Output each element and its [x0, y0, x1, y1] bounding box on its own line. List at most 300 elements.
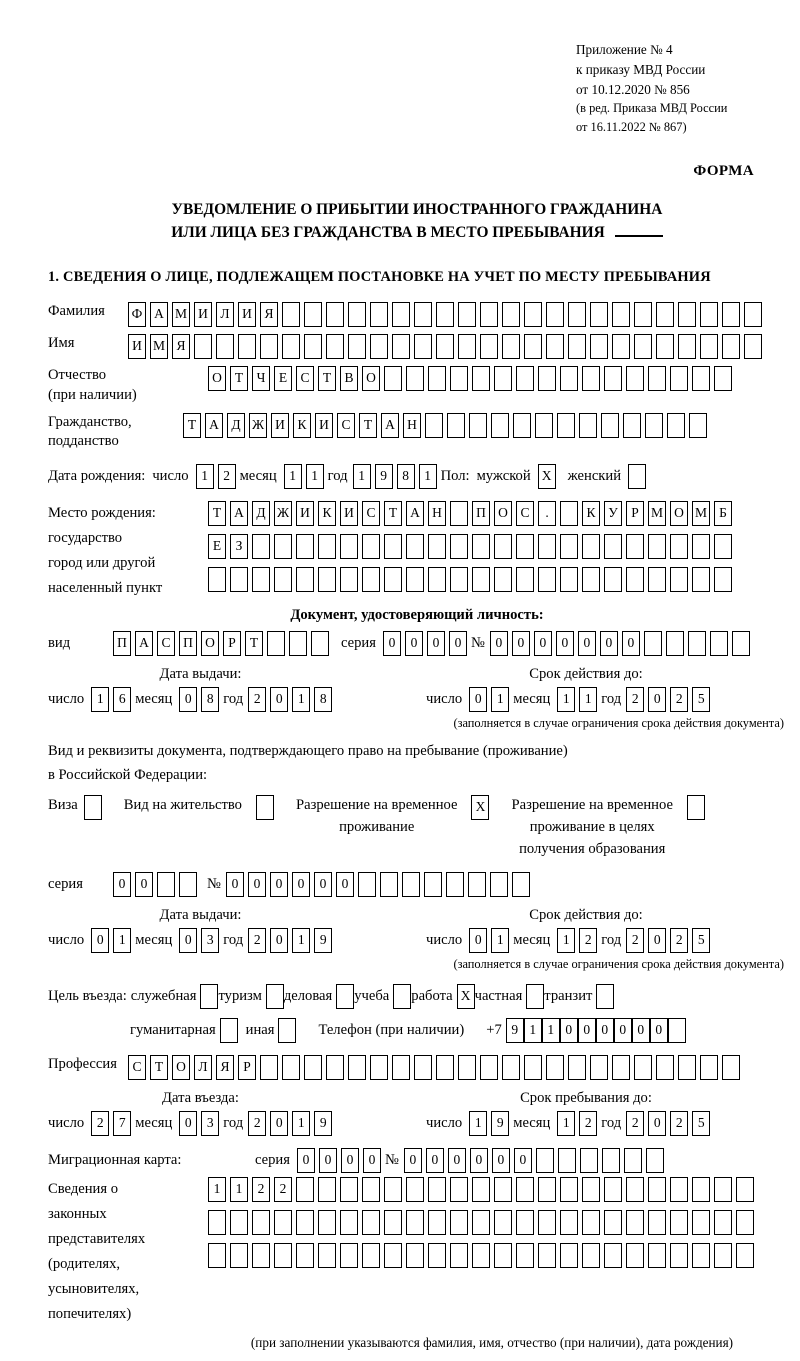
- checkbox-purpose-other[interactable]: [278, 1018, 296, 1043]
- char-box[interactable]: [446, 872, 464, 897]
- char-box[interactable]: 1: [113, 928, 131, 953]
- char-box[interactable]: [362, 1177, 380, 1202]
- char-box[interactable]: 5: [692, 928, 710, 953]
- char-box[interactable]: И: [340, 501, 358, 526]
- char-box[interactable]: 2: [670, 687, 688, 712]
- char-box[interactable]: [326, 1055, 344, 1080]
- char-box[interactable]: Т: [359, 413, 377, 438]
- char-box[interactable]: 9: [375, 464, 393, 489]
- char-box[interactable]: [296, 1177, 314, 1202]
- char-box[interactable]: [384, 1243, 402, 1268]
- char-box[interactable]: [700, 334, 718, 359]
- char-box[interactable]: [414, 334, 432, 359]
- char-box[interactable]: 7: [113, 1111, 131, 1136]
- char-box[interactable]: 1: [491, 687, 509, 712]
- char-box[interactable]: [710, 631, 728, 656]
- char-box[interactable]: [736, 1177, 754, 1202]
- char-box[interactable]: [568, 1055, 586, 1080]
- char-box[interactable]: 0: [578, 1018, 596, 1043]
- char-box[interactable]: [384, 534, 402, 559]
- char-box[interactable]: [516, 534, 534, 559]
- char-box[interactable]: 1: [491, 928, 509, 953]
- char-box[interactable]: [260, 334, 278, 359]
- char-box[interactable]: [536, 1148, 554, 1173]
- char-box[interactable]: [380, 872, 398, 897]
- char-box[interactable]: [634, 334, 652, 359]
- char-box[interactable]: [428, 366, 446, 391]
- char-box[interactable]: [326, 334, 344, 359]
- char-box[interactable]: Ф: [128, 302, 146, 327]
- char-box[interactable]: 0: [600, 631, 618, 656]
- char-box[interactable]: 1: [419, 464, 437, 489]
- char-box[interactable]: 2: [670, 1111, 688, 1136]
- char-box[interactable]: [384, 1177, 402, 1202]
- char-box[interactable]: [560, 1210, 578, 1235]
- char-box[interactable]: [458, 1055, 476, 1080]
- char-box[interactable]: И: [315, 413, 333, 438]
- char-box[interactable]: У: [604, 501, 622, 526]
- char-box[interactable]: 8: [201, 687, 219, 712]
- char-box[interactable]: 0: [427, 631, 445, 656]
- char-box[interactable]: [612, 334, 630, 359]
- char-box[interactable]: [216, 334, 234, 359]
- char-box[interactable]: 0: [383, 631, 401, 656]
- char-box[interactable]: О: [362, 366, 380, 391]
- char-box[interactable]: [538, 1210, 556, 1235]
- char-box[interactable]: [580, 1148, 598, 1173]
- char-box[interactable]: 1: [542, 1018, 560, 1043]
- char-box[interactable]: [602, 1148, 620, 1173]
- char-box[interactable]: 0: [578, 631, 596, 656]
- char-box[interactable]: [296, 567, 314, 592]
- char-box[interactable]: 2: [248, 928, 266, 953]
- char-box[interactable]: [524, 302, 542, 327]
- char-box[interactable]: [447, 413, 465, 438]
- char-box[interactable]: С: [157, 631, 175, 656]
- char-box[interactable]: Л: [216, 302, 234, 327]
- char-box[interactable]: [601, 413, 619, 438]
- char-box[interactable]: 0: [336, 872, 354, 897]
- char-box[interactable]: Т: [208, 501, 226, 526]
- char-box[interactable]: А: [150, 302, 168, 327]
- char-box[interactable]: [450, 567, 468, 592]
- char-box[interactable]: [490, 872, 508, 897]
- char-box[interactable]: Б: [714, 501, 732, 526]
- char-box[interactable]: [472, 534, 490, 559]
- char-box[interactable]: [406, 1177, 424, 1202]
- char-box[interactable]: [469, 413, 487, 438]
- char-box[interactable]: [458, 302, 476, 327]
- char-box[interactable]: [656, 1055, 674, 1080]
- char-box[interactable]: [516, 1210, 534, 1235]
- char-box[interactable]: [568, 334, 586, 359]
- char-box[interactable]: [646, 1148, 664, 1173]
- char-box[interactable]: [538, 366, 556, 391]
- char-box[interactable]: [230, 567, 248, 592]
- char-box[interactable]: [274, 567, 292, 592]
- char-box[interactable]: 9: [314, 1111, 332, 1136]
- char-box[interactable]: [472, 567, 490, 592]
- char-box[interactable]: К: [293, 413, 311, 438]
- char-box[interactable]: [406, 1243, 424, 1268]
- char-box[interactable]: [692, 1243, 710, 1268]
- char-box[interactable]: 0: [426, 1148, 444, 1173]
- char-box[interactable]: [252, 1243, 270, 1268]
- char-box[interactable]: [590, 302, 608, 327]
- char-box[interactable]: [513, 413, 531, 438]
- char-box[interactable]: [494, 1210, 512, 1235]
- checkbox-visa[interactable]: [84, 795, 102, 820]
- char-box[interactable]: [648, 567, 666, 592]
- char-box[interactable]: [384, 567, 402, 592]
- char-box[interactable]: 1: [292, 928, 310, 953]
- char-box[interactable]: [668, 1018, 686, 1043]
- char-box[interactable]: [732, 631, 750, 656]
- checkbox-purpose-tourism[interactable]: [266, 984, 284, 1009]
- checkbox-purpose-private[interactable]: [526, 984, 544, 1009]
- char-box[interactable]: И: [238, 302, 256, 327]
- char-box[interactable]: Я: [260, 302, 278, 327]
- char-box[interactable]: [535, 413, 553, 438]
- char-box[interactable]: 0: [270, 1111, 288, 1136]
- char-box[interactable]: О: [208, 366, 226, 391]
- checkbox-purpose-official[interactable]: [200, 984, 218, 1009]
- char-box[interactable]: [428, 1210, 446, 1235]
- char-box[interactable]: [348, 334, 366, 359]
- char-box[interactable]: [512, 872, 530, 897]
- char-box[interactable]: 0: [534, 631, 552, 656]
- char-box[interactable]: М: [150, 334, 168, 359]
- char-box[interactable]: [340, 567, 358, 592]
- char-box[interactable]: 0: [270, 928, 288, 953]
- char-box[interactable]: [340, 1210, 358, 1235]
- char-box[interactable]: 0: [341, 1148, 359, 1173]
- char-box[interactable]: [714, 1243, 732, 1268]
- char-box[interactable]: 0: [596, 1018, 614, 1043]
- char-box[interactable]: [524, 334, 542, 359]
- char-box[interactable]: 1: [353, 464, 371, 489]
- char-box[interactable]: 2: [579, 1111, 597, 1136]
- char-box[interactable]: [450, 1243, 468, 1268]
- char-box[interactable]: Е: [274, 366, 292, 391]
- char-box[interactable]: [688, 631, 706, 656]
- char-box[interactable]: [238, 334, 256, 359]
- char-box[interactable]: [194, 334, 212, 359]
- char-box[interactable]: 1: [557, 928, 575, 953]
- char-box[interactable]: 0: [292, 872, 310, 897]
- char-box[interactable]: 1: [230, 1177, 248, 1202]
- char-box[interactable]: [370, 1055, 388, 1080]
- char-box[interactable]: [560, 567, 578, 592]
- char-box[interactable]: Р: [626, 501, 644, 526]
- checkbox-purpose-study[interactable]: [393, 984, 411, 1009]
- char-box[interactable]: 0: [179, 1111, 197, 1136]
- char-box[interactable]: П: [472, 501, 490, 526]
- char-box[interactable]: [348, 302, 366, 327]
- char-box[interactable]: [612, 1055, 630, 1080]
- char-box[interactable]: 1: [91, 687, 109, 712]
- char-box[interactable]: [318, 1210, 336, 1235]
- char-box[interactable]: [252, 1210, 270, 1235]
- char-box[interactable]: С: [337, 413, 355, 438]
- char-box[interactable]: [179, 872, 197, 897]
- char-box[interactable]: [670, 1243, 688, 1268]
- char-box[interactable]: 2: [626, 928, 644, 953]
- char-box[interactable]: 0: [135, 872, 153, 897]
- char-box[interactable]: [472, 1243, 490, 1268]
- char-box[interactable]: [252, 534, 270, 559]
- char-box[interactable]: [604, 366, 622, 391]
- char-box[interactable]: 3: [201, 928, 219, 953]
- char-box[interactable]: 0: [470, 1148, 488, 1173]
- checkbox-purpose-humanitarian[interactable]: [220, 1018, 238, 1043]
- char-box[interactable]: [282, 334, 300, 359]
- char-box[interactable]: В: [340, 366, 358, 391]
- char-box[interactable]: 0: [469, 687, 487, 712]
- char-box[interactable]: [480, 334, 498, 359]
- char-box[interactable]: [538, 1243, 556, 1268]
- char-box[interactable]: С: [128, 1055, 146, 1080]
- char-box[interactable]: [744, 302, 762, 327]
- char-box[interactable]: [678, 302, 696, 327]
- char-box[interactable]: [670, 1210, 688, 1235]
- char-box[interactable]: 0: [492, 1148, 510, 1173]
- char-box[interactable]: [362, 1210, 380, 1235]
- char-box[interactable]: 2: [626, 1111, 644, 1136]
- char-box[interactable]: 9: [491, 1111, 509, 1136]
- char-box[interactable]: 2: [626, 687, 644, 712]
- char-box[interactable]: [744, 334, 762, 359]
- char-box[interactable]: [670, 567, 688, 592]
- char-box[interactable]: М: [692, 501, 710, 526]
- char-box[interactable]: [557, 413, 575, 438]
- char-box[interactable]: 2: [218, 464, 236, 489]
- checkbox-purpose-work[interactable]: X: [457, 984, 475, 1009]
- char-box[interactable]: [468, 872, 486, 897]
- char-box[interactable]: [274, 1210, 292, 1235]
- char-box[interactable]: А: [406, 501, 424, 526]
- char-box[interactable]: 0: [560, 1018, 578, 1043]
- char-box[interactable]: [558, 1148, 576, 1173]
- char-box[interactable]: [656, 334, 674, 359]
- char-box[interactable]: [626, 366, 644, 391]
- char-box[interactable]: [582, 1210, 600, 1235]
- char-box[interactable]: [274, 534, 292, 559]
- char-box[interactable]: [604, 1177, 622, 1202]
- char-box[interactable]: Р: [238, 1055, 256, 1080]
- char-box[interactable]: [392, 334, 410, 359]
- char-box[interactable]: [722, 334, 740, 359]
- char-box[interactable]: [340, 534, 358, 559]
- char-box[interactable]: Т: [183, 413, 201, 438]
- char-box[interactable]: [424, 872, 442, 897]
- char-box[interactable]: 0: [632, 1018, 650, 1043]
- char-box[interactable]: [516, 1177, 534, 1202]
- char-box[interactable]: [560, 501, 578, 526]
- char-box[interactable]: [648, 534, 666, 559]
- char-box[interactable]: [648, 366, 666, 391]
- char-box[interactable]: 1: [292, 1111, 310, 1136]
- char-box[interactable]: [208, 1243, 226, 1268]
- char-box[interactable]: [436, 1055, 454, 1080]
- char-box[interactable]: [538, 567, 556, 592]
- char-box[interactable]: [458, 334, 476, 359]
- char-box[interactable]: П: [113, 631, 131, 656]
- char-box[interactable]: [326, 302, 344, 327]
- char-box[interactable]: 2: [579, 928, 597, 953]
- char-box[interactable]: [414, 302, 432, 327]
- char-box[interactable]: Р: [223, 631, 241, 656]
- char-box[interactable]: [340, 1177, 358, 1202]
- checkbox-temp-residence[interactable]: X: [471, 795, 489, 820]
- char-box[interactable]: [516, 1243, 534, 1268]
- char-box[interactable]: О: [494, 501, 512, 526]
- char-box[interactable]: [666, 631, 684, 656]
- char-box[interactable]: [358, 872, 376, 897]
- char-box[interactable]: 1: [306, 464, 324, 489]
- char-box[interactable]: [502, 302, 520, 327]
- char-box[interactable]: 0: [648, 687, 666, 712]
- char-box[interactable]: Т: [384, 501, 402, 526]
- char-box[interactable]: И: [296, 501, 314, 526]
- char-box[interactable]: [538, 1177, 556, 1202]
- char-box[interactable]: [494, 567, 512, 592]
- char-box[interactable]: 2: [91, 1111, 109, 1136]
- char-box[interactable]: И: [194, 302, 212, 327]
- char-box[interactable]: [670, 366, 688, 391]
- char-box[interactable]: З: [230, 534, 248, 559]
- char-box[interactable]: [425, 413, 443, 438]
- char-box[interactable]: [267, 631, 285, 656]
- char-box[interactable]: [516, 567, 534, 592]
- char-box[interactable]: 0: [226, 872, 244, 897]
- char-box[interactable]: Т: [230, 366, 248, 391]
- char-box[interactable]: [480, 1055, 498, 1080]
- char-box[interactable]: [362, 1243, 380, 1268]
- char-box[interactable]: Т: [318, 366, 336, 391]
- char-box[interactable]: [304, 1055, 322, 1080]
- char-box[interactable]: [318, 567, 336, 592]
- char-box[interactable]: [450, 1177, 468, 1202]
- char-box[interactable]: [450, 534, 468, 559]
- char-box[interactable]: Т: [245, 631, 263, 656]
- char-box[interactable]: [260, 1055, 278, 1080]
- char-box[interactable]: [714, 1177, 732, 1202]
- char-box[interactable]: 1: [284, 464, 302, 489]
- char-box[interactable]: 0: [404, 1148, 422, 1173]
- char-box[interactable]: [582, 534, 600, 559]
- char-box[interactable]: [494, 534, 512, 559]
- char-box[interactable]: А: [135, 631, 153, 656]
- char-box[interactable]: [714, 567, 732, 592]
- char-box[interactable]: О: [201, 631, 219, 656]
- char-box[interactable]: 2: [248, 687, 266, 712]
- char-box[interactable]: [714, 1210, 732, 1235]
- char-box[interactable]: [428, 534, 446, 559]
- char-box[interactable]: [318, 1243, 336, 1268]
- char-box[interactable]: [582, 1243, 600, 1268]
- char-box[interactable]: [436, 334, 454, 359]
- char-box[interactable]: 0: [514, 1148, 532, 1173]
- char-box[interactable]: [736, 1243, 754, 1268]
- char-box[interactable]: [538, 534, 556, 559]
- char-box[interactable]: А: [230, 501, 248, 526]
- char-box[interactable]: Ч: [252, 366, 270, 391]
- char-box[interactable]: 0: [469, 928, 487, 953]
- char-box[interactable]: [472, 366, 490, 391]
- char-box[interactable]: А: [381, 413, 399, 438]
- char-box[interactable]: [626, 1243, 644, 1268]
- char-box[interactable]: [274, 1243, 292, 1268]
- char-box[interactable]: [644, 631, 662, 656]
- char-box[interactable]: [318, 1177, 336, 1202]
- char-box[interactable]: [304, 302, 322, 327]
- char-box[interactable]: 1: [524, 1018, 542, 1043]
- char-box[interactable]: [362, 534, 380, 559]
- char-box[interactable]: 9: [314, 928, 332, 953]
- char-box[interactable]: 0: [490, 631, 508, 656]
- char-box[interactable]: 0: [648, 1111, 666, 1136]
- char-box[interactable]: [736, 1210, 754, 1235]
- char-box[interactable]: [414, 1055, 432, 1080]
- char-box[interactable]: П: [179, 631, 197, 656]
- char-box[interactable]: С: [516, 501, 534, 526]
- char-box[interactable]: [700, 302, 718, 327]
- char-box[interactable]: [208, 1210, 226, 1235]
- char-box[interactable]: [722, 1055, 740, 1080]
- char-box[interactable]: [318, 534, 336, 559]
- char-box[interactable]: [428, 1243, 446, 1268]
- char-box[interactable]: [480, 302, 498, 327]
- char-box[interactable]: [502, 1055, 520, 1080]
- char-box[interactable]: [436, 302, 454, 327]
- char-box[interactable]: [560, 1243, 578, 1268]
- char-box[interactable]: [494, 1243, 512, 1268]
- char-box[interactable]: 1: [292, 687, 310, 712]
- char-box[interactable]: 0: [556, 631, 574, 656]
- char-box[interactable]: [689, 413, 707, 438]
- char-box[interactable]: 0: [179, 687, 197, 712]
- char-box[interactable]: [406, 567, 424, 592]
- char-box[interactable]: Д: [252, 501, 270, 526]
- char-box[interactable]: 8: [397, 464, 415, 489]
- checkbox-temp-residence-education[interactable]: [687, 795, 705, 820]
- char-box[interactable]: [362, 567, 380, 592]
- char-box[interactable]: [678, 334, 696, 359]
- char-box[interactable]: 0: [91, 928, 109, 953]
- char-box[interactable]: Е: [208, 534, 226, 559]
- char-box[interactable]: Ж: [249, 413, 267, 438]
- char-box[interactable]: А: [205, 413, 223, 438]
- char-box[interactable]: [494, 366, 512, 391]
- char-box[interactable]: 0: [614, 1018, 632, 1043]
- char-box[interactable]: [402, 872, 420, 897]
- char-box[interactable]: 0: [648, 928, 666, 953]
- char-box[interactable]: [722, 302, 740, 327]
- char-box[interactable]: Л: [194, 1055, 212, 1080]
- char-box[interactable]: О: [670, 501, 688, 526]
- char-box[interactable]: [370, 302, 388, 327]
- char-box[interactable]: .: [538, 501, 556, 526]
- char-box[interactable]: Я: [216, 1055, 234, 1080]
- char-box[interactable]: 6: [113, 687, 131, 712]
- char-box[interactable]: [692, 567, 710, 592]
- char-box[interactable]: [384, 366, 402, 391]
- char-box[interactable]: 1: [469, 1111, 487, 1136]
- char-box[interactable]: 0: [449, 631, 467, 656]
- checkbox-purpose-business[interactable]: [336, 984, 354, 1009]
- char-box[interactable]: О: [172, 1055, 190, 1080]
